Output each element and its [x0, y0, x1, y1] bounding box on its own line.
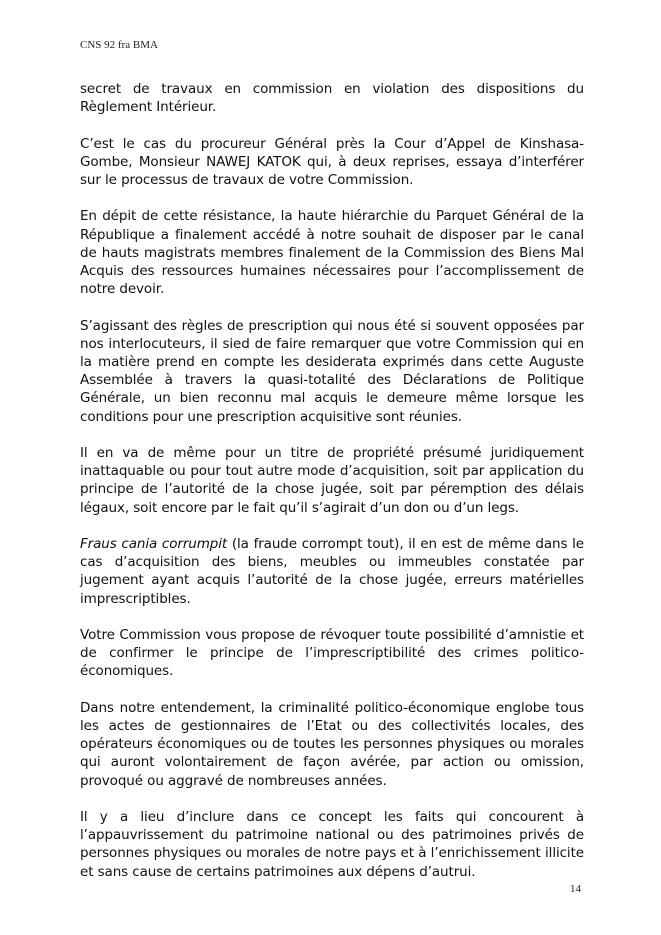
paragraph-9: Il y a lieu d’inclure dans ce concept les faits qui concourent à l’appauvrissement du patrimoine national ou des patrimoines privés de personnes physiques ou morales de notre pays et à l’enrichissement illicite et sans cause de certains patrimoines aux dépens d’autrui. [80, 809, 584, 880]
page-number: 14 [570, 883, 581, 895]
paragraph-6-text: (la fraude corrompt tout), il en est de même dans le cas d’acquisition des biens, meubles ou immeubles constatée par jugement ayant acquis l’autorité de la chose jugée, erreurs matérielles imprescriptibles. [80, 536, 584, 607]
document-body [80, 80, 584, 899]
paragraph-8: Dans notre entendement, la criminalité politico-économique englobe tous les actes de gestionnaires de l’Etat ou des collectivités locales, des opérateurs économiques ou de toutes les personnes physiques ou morales qui auront volontairement de façon avérée, par action ou omission, provoqué ou aggravé de nombreuses années. [80, 699, 584, 789]
paragraph-2: C’est le cas du procureur Général près la Cour d’Appel de Kinshasa-Gombe, Monsieur NAWEJ KATOK qui, à deux reprises, essaya d’interférer sur le processus de travaux de votre Commission. [80, 135, 584, 188]
paragraph-1: secret de travaux en commission en violation des dispositions du Règlement Intérieur. [80, 81, 584, 116]
paragraph-6 [80, 535, 584, 608]
paragraph-7: Votre Commission vous propose de révoquer toute possibilité d’amnistie et de confirmer le principe de l’imprescriptibilité des crimes politico-économiques. [80, 627, 584, 680]
paragraph-3: En dépit de cette résistance, la haute hiérarchie du Parquet Général de la République a finalement accédé à notre souhait de disposer par le canal de hauts magistrats membres finalement de la Commission des Biens Mal Acquis des ressources humaines nécessaires pour l’accomplissement de notre devoir. [80, 208, 584, 298]
running-header: CNS 92 fra BMA [80, 39, 158, 51]
latin-maxim: Fraus cania corrumpit [80, 536, 228, 552]
paragraph-5: Il en va de même pour un titre de propriété présumé juridiquement inattaquable ou pour tout autre mode d’acquisition, soit par application du principe de l’autorité de la chose jugée, soit par péremption des délais légaux, soit encore par le fait qu’il s’agirait d’un don ou d’un legs. [80, 445, 584, 516]
paragraph-4: S’agissant des règles de prescription qui nous été si souvent opposées par nos interlocuteurs, il sied de faire remarquer que votre Commission qui en la matière prend en compte les desiderata exprimés dans cette Auguste Assemblée à travers la quasi-totalité des Déclarations de Politique Générale, un bien reconnu mal acquis le demeure même lorsque les conditions pour une prescription acquisitive sont réunies. [80, 317, 584, 425]
